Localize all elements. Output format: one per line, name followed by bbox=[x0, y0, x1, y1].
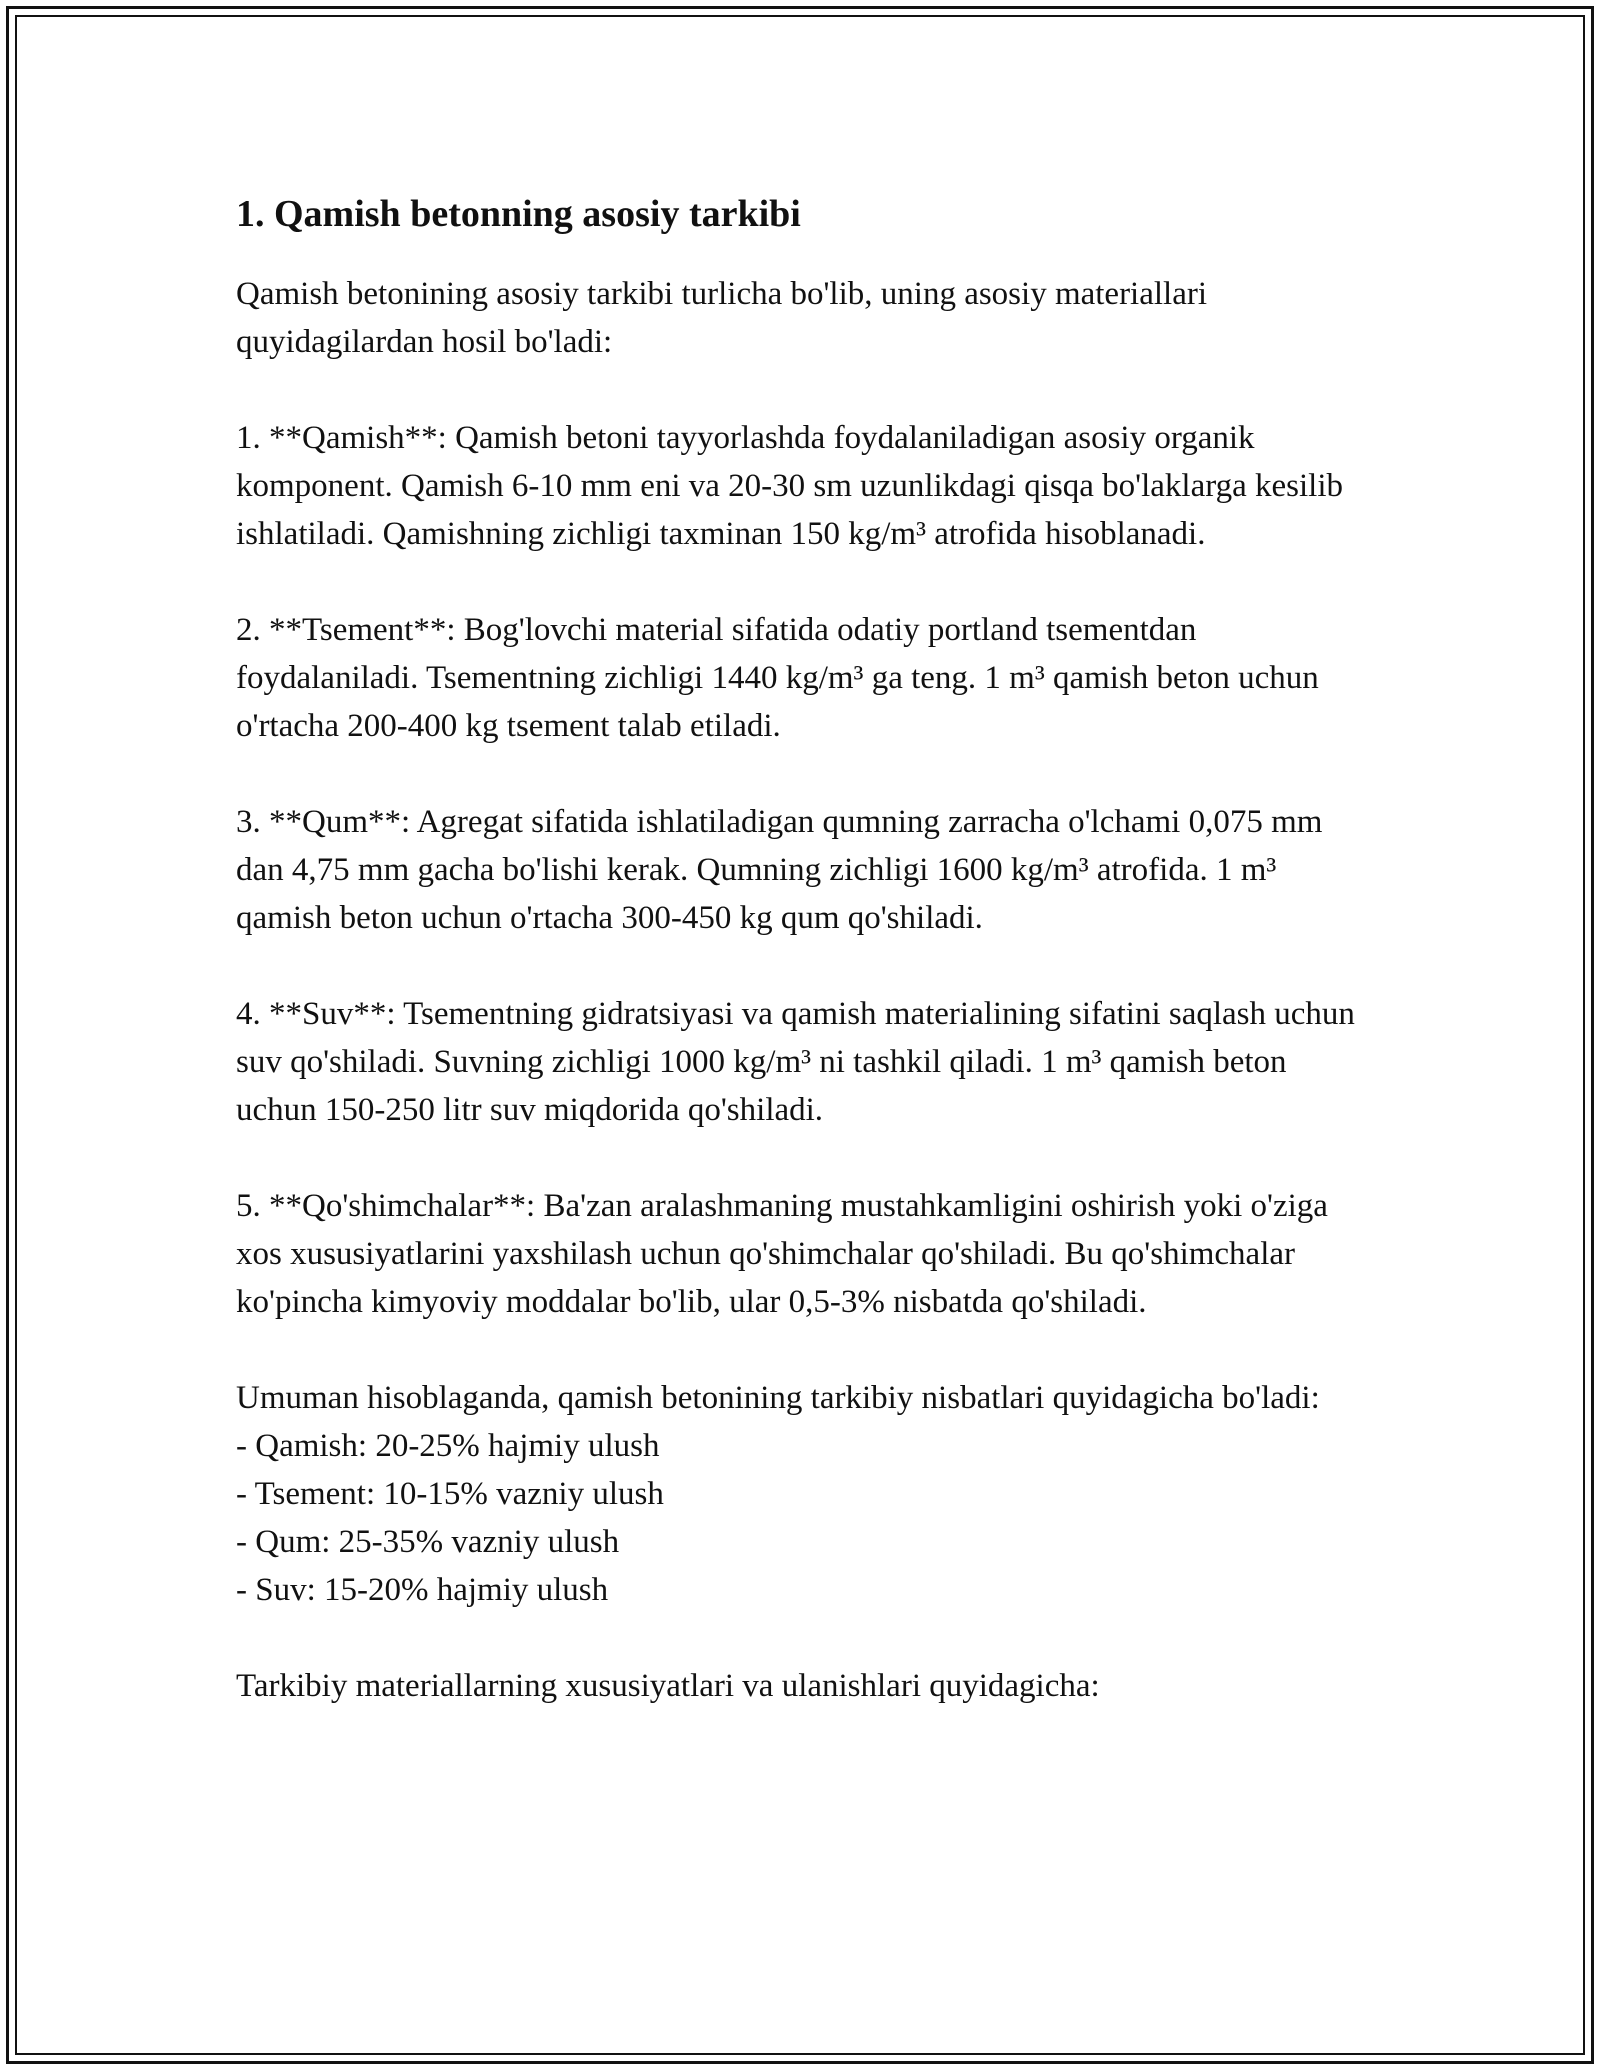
item-paragraph-qoshimchalar: 5. **Qo'shimchalar**: Ba'zan aralashmaning mustahkamligini oshirish yoki o'ziga xos xususiyatlarini yaxshilash uchun qo'shimchalar qo'shiladi. Bu qo'shimchalar ko'pincha kimyoviy moddalar bo'lib, ular 0,5-3% nisbatda qo'shiladi. bbox=[236, 1188, 1328, 1320]
item-paragraph-suv: 4. **Suv**: Tsementning gidratsiyasi va qamish materialining sifatini saqlash uchun suv qo'shiladi. Suvning zichligi 1000 kg/m³ ni tashkil qiladi. 1 m³ qamish beton uchun 150-250 litr suv miqdorida qo'shiladi. bbox=[236, 996, 1355, 1128]
item-paragraph-tsement: 2. **Tsement**: Bog'lovchi material sifatida odatiy portland tsementdan foydalaniladi. Tsementning zichligi 1440 kg/m³ ga teng. 1 m³ qamish beton uchun o'rtacha 200-400 kg tsement talab etiladi. bbox=[236, 612, 1319, 744]
proportion-item: - Qum: 25-35% vazniy ulush bbox=[236, 1524, 620, 1560]
closing-paragraph: Tarkibiy materiallarning xususiyatlari va ulanishlari quyidagicha: bbox=[236, 1668, 1100, 1704]
item-paragraph-qamish: 1. **Qamish**: Qamish betoni tayyorlashda foydalaniladigan asosiy organik komponent. Qamish 6-10 mm eni va 20-30 sm uzunlikdagi qisqa bo'laklarga kesilib ishlatiladi. Qamishning zichligi taxminan 150 kg/m³ atrofida hisoblanadi. bbox=[236, 420, 1343, 552]
item-paragraph-qum: 3. **Qum**: Agregat sifatida ishlatiladigan qumning zarracha o'lchami 0,075 mm dan 4,75 mm gacha bo'lishi kerak. Qumning zichligi 1600 kg/m³ atrofida. 1 m³ qamish beton uchun o'rtacha 300-450 kg qum qo'shiladi. bbox=[236, 804, 1323, 936]
summary-intro: Umuman hisoblaganda, qamish betonining tarkibiy nisbatlari quyidagicha bo'ladi: bbox=[236, 1380, 1320, 1416]
intro-paragraph: Qamish betonining asosiy tarkibi turlicha bo'lib, uning asosiy materiallari quyidagilardan hosil bo'ladi: bbox=[236, 276, 1208, 360]
proportion-item: - Qamish: 20-25% hajmiy ulush bbox=[236, 1428, 660, 1464]
section-heading: 1. Qamish betonning asosiy tarkibi bbox=[236, 193, 801, 235]
proportion-item: - Tsement: 10-15% vazniy ulush bbox=[236, 1476, 664, 1512]
document-body bbox=[236, 186, 1366, 1710]
proportion-item: - Suv: 15-20% hajmiy ulush bbox=[236, 1572, 609, 1608]
proportions-list bbox=[236, 1422, 1366, 1614]
